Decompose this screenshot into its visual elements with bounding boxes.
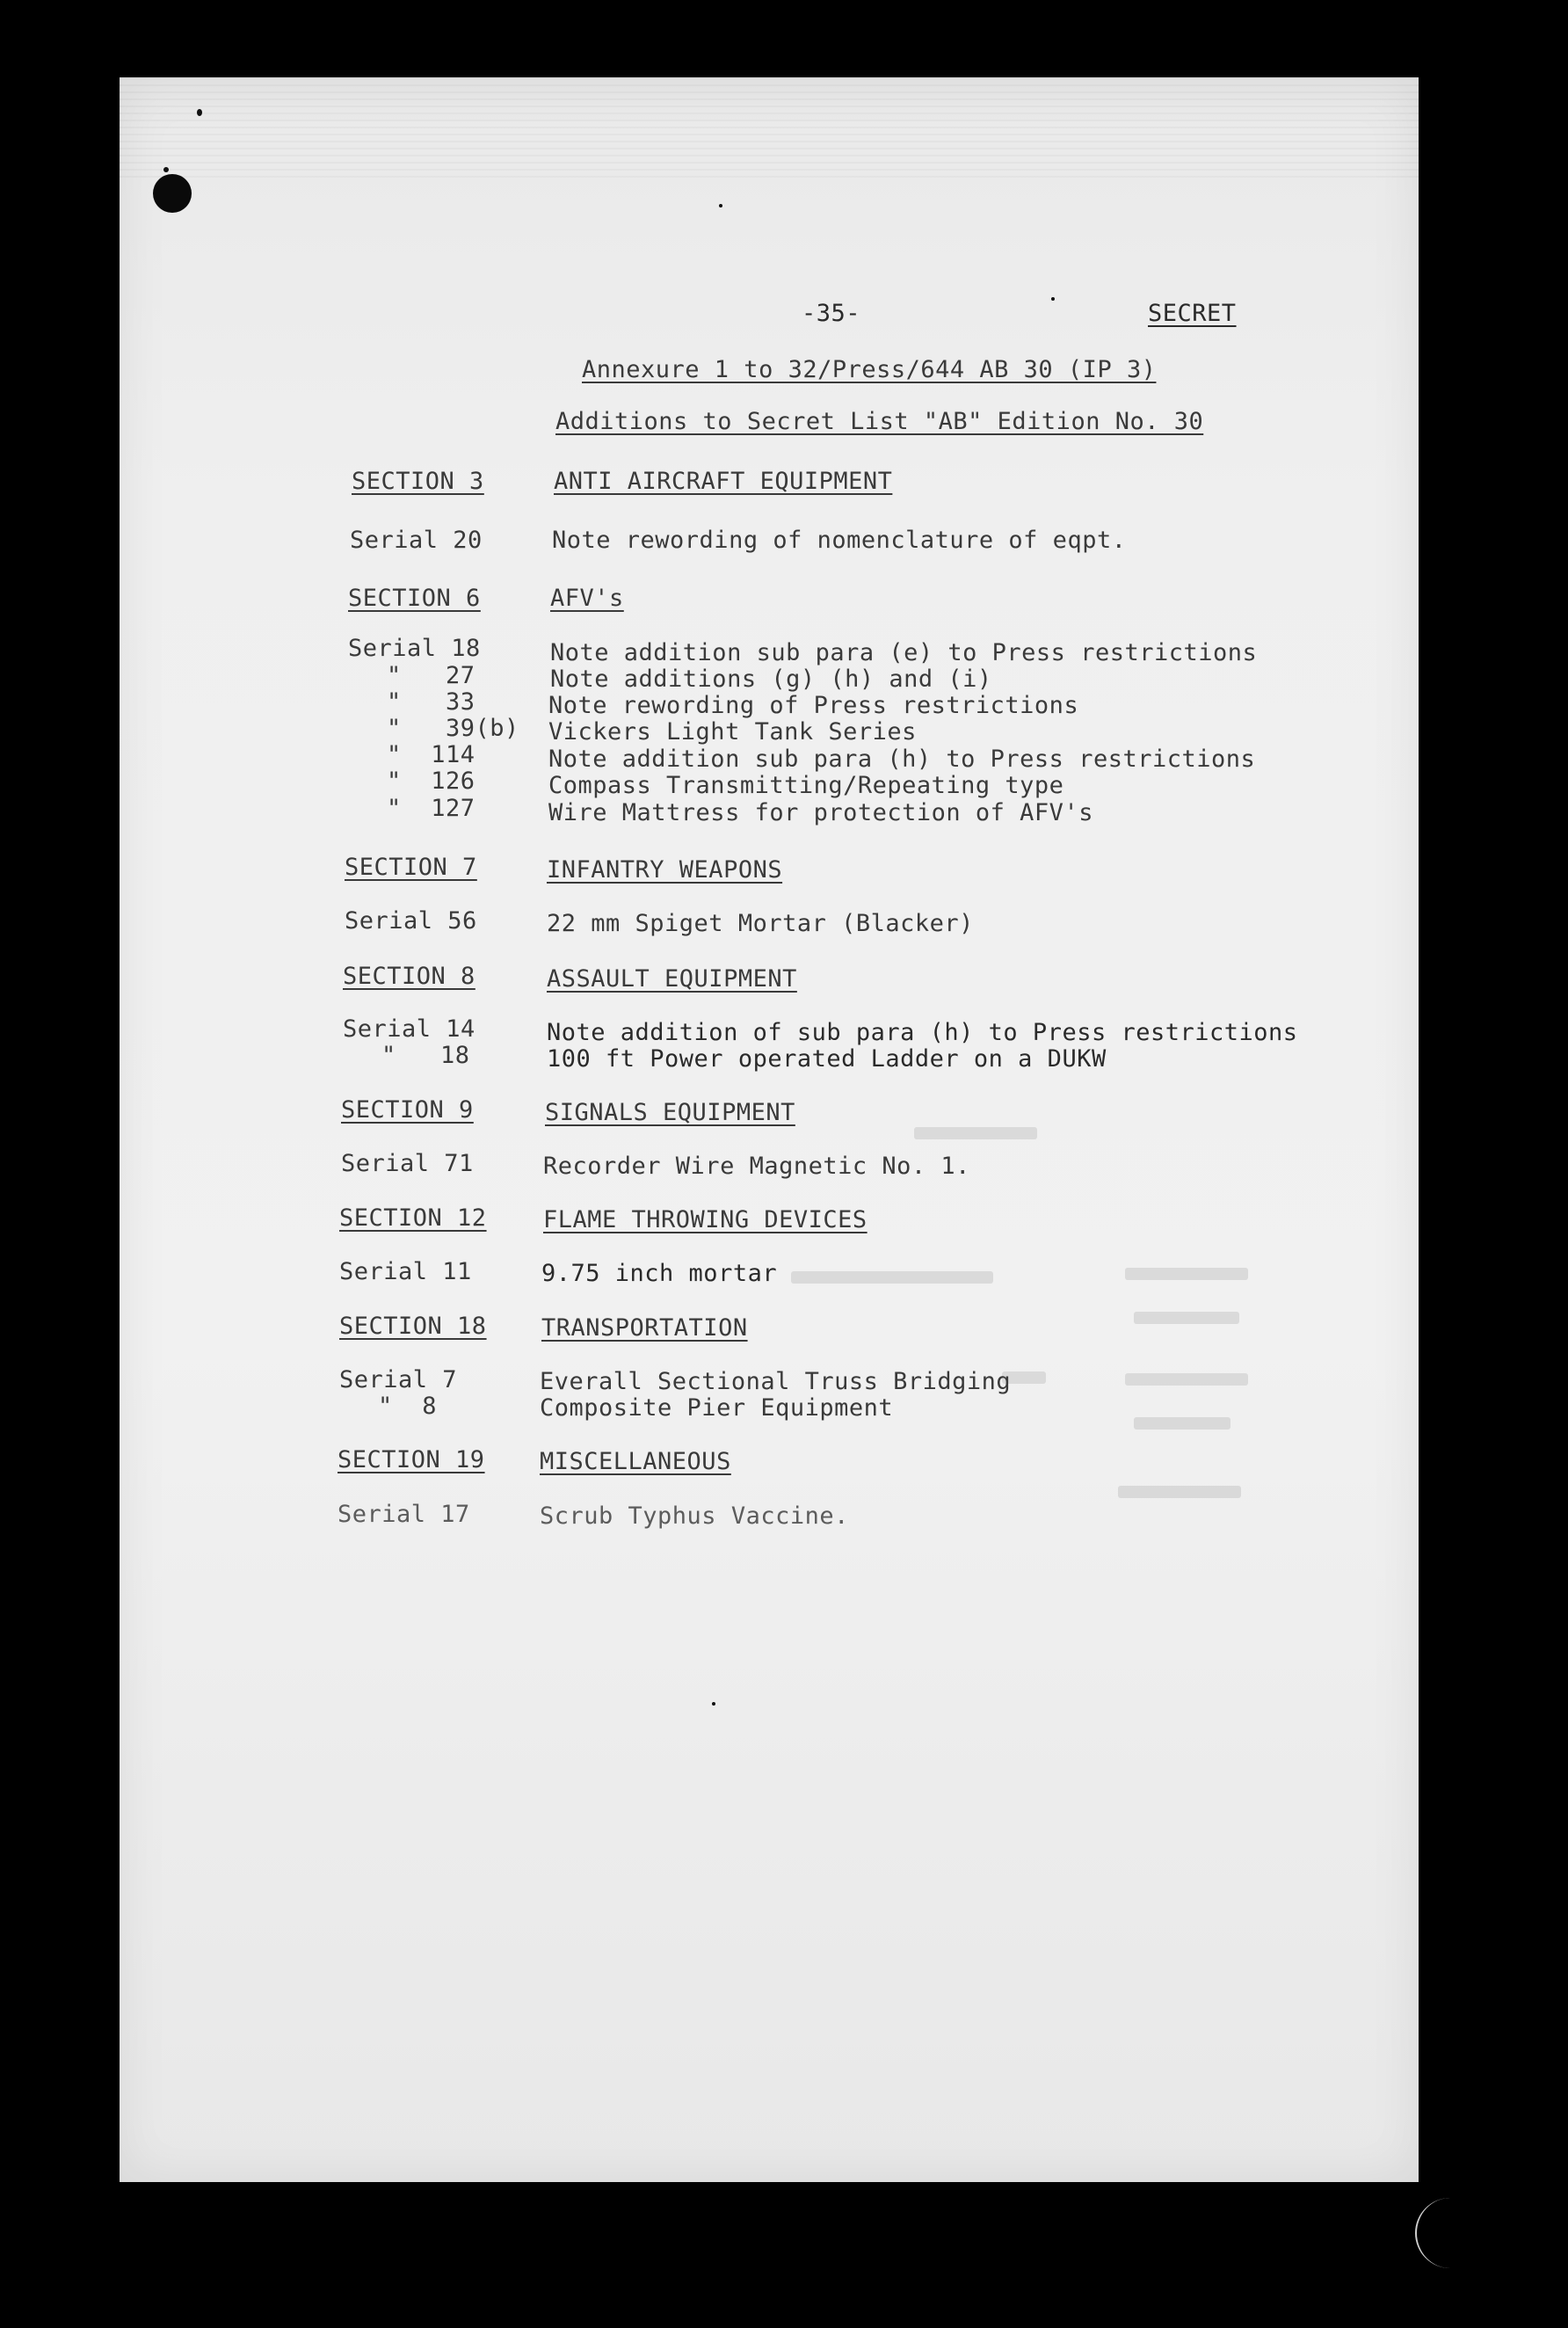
speck-icon	[712, 1702, 715, 1706]
bleed-through-mark	[1118, 1486, 1241, 1498]
entry-text: Compass Transmitting/Repeating type	[548, 772, 1064, 799]
serial-number: " 114	[387, 741, 475, 768]
entry-text: 100 ft Power operated Ladder on a DUKW	[547, 1045, 1107, 1073]
entry-text: Wire Mattress for protection of AFV's	[548, 799, 1093, 826]
serial-number: " 27	[387, 662, 475, 689]
speck-icon	[163, 167, 169, 172]
serial-number: " 126	[387, 768, 475, 795]
serial-number: " 8	[378, 1393, 438, 1420]
entry-text: Note addition of sub para (h) to Press restrictions	[547, 1019, 1298, 1046]
section-heading: SECTION 18	[339, 1313, 487, 1340]
bleed-through-mark	[791, 1271, 993, 1284]
bleed-through-mark	[1134, 1417, 1230, 1430]
section-title: FLAME THROWING DEVICES	[543, 1206, 867, 1233]
scan-banding	[120, 77, 1419, 183]
serial-number: Serial 14	[343, 1015, 475, 1043]
page-number: -35-	[802, 300, 861, 327]
entry-text: Composite Pier Equipment	[540, 1394, 894, 1422]
entry-text: Everall Sectional Truss Bridging	[540, 1368, 1012, 1395]
section-heading: SECTION 12	[339, 1204, 487, 1232]
edge-scratch-icon	[1415, 2198, 1452, 2268]
entry-text: Vickers Light Tank Series	[548, 718, 917, 746]
entry-text: Note additions (g) (h) and (i)	[550, 666, 992, 693]
entry-text: 9.75 inch mortar	[541, 1260, 778, 1287]
bleed-through-mark	[1125, 1268, 1248, 1280]
section-heading: SECTION 3	[352, 468, 484, 495]
serial-number: Serial 17	[338, 1501, 470, 1528]
serial-number: " 18	[381, 1042, 470, 1069]
section-title: MISCELLANEOUS	[540, 1448, 731, 1475]
serial-number: " 33	[387, 688, 475, 716]
section-title: INFANTRY WEAPONS	[547, 856, 783, 884]
speck-icon	[1051, 297, 1055, 301]
entry-text: 22 mm Spiget Mortar (Blacker)	[547, 910, 974, 937]
entry-text: Recorder Wire Magnetic No. 1.	[543, 1153, 970, 1180]
section-title: ANTI AIRCRAFT EQUIPMENT	[554, 468, 893, 495]
entry-text: Scrub Typhus Vaccine.	[540, 1502, 849, 1530]
section-heading: SECTION 6	[348, 585, 481, 612]
serial-number: Serial 11	[339, 1258, 472, 1285]
serial-number: " 39(b)	[387, 715, 519, 742]
section-title: ASSAULT EQUIPMENT	[547, 965, 797, 993]
entry-text: Note rewording of nomenclature of eqpt.	[552, 527, 1127, 554]
bleed-through-mark	[1125, 1373, 1248, 1386]
document-page	[120, 77, 1419, 2182]
serial-number: Serial 18	[348, 635, 481, 662]
serial-number: Serial 20	[350, 527, 483, 554]
section-heading: SECTION 8	[343, 963, 475, 990]
entry-text: Note addition sub para (e) to Press restrictions	[550, 639, 1258, 666]
punch-hole-icon	[153, 174, 192, 213]
document-subtitle: Additions to Secret List "AB" Edition No. 30	[555, 408, 1204, 435]
section-title: AFV's	[550, 585, 624, 612]
classification-marking: SECRET	[1148, 300, 1237, 327]
section-title: TRANSPORTATION	[541, 1314, 748, 1342]
section-heading: SECTION 19	[338, 1446, 485, 1473]
bleed-through-mark	[914, 1127, 1037, 1139]
serial-number: Serial 7	[339, 1366, 458, 1393]
section-title: SIGNALS EQUIPMENT	[545, 1099, 795, 1126]
entry-text: Note addition sub para (h) to Press restrictions	[548, 746, 1256, 773]
serial-number: " 127	[387, 795, 475, 822]
speck-icon	[719, 204, 722, 207]
section-heading: SECTION 7	[345, 854, 477, 881]
serial-number: Serial 56	[345, 907, 477, 935]
serial-number: Serial 71	[341, 1150, 474, 1177]
annexure-reference: Annexure 1 to 32/Press/644 AB 30 (IP 3)	[582, 356, 1157, 383]
speck-icon	[197, 109, 202, 116]
bleed-through-mark	[1134, 1312, 1239, 1324]
section-heading: SECTION 9	[341, 1096, 474, 1124]
entry-text: Note rewording of Press restrictions	[548, 692, 1079, 719]
